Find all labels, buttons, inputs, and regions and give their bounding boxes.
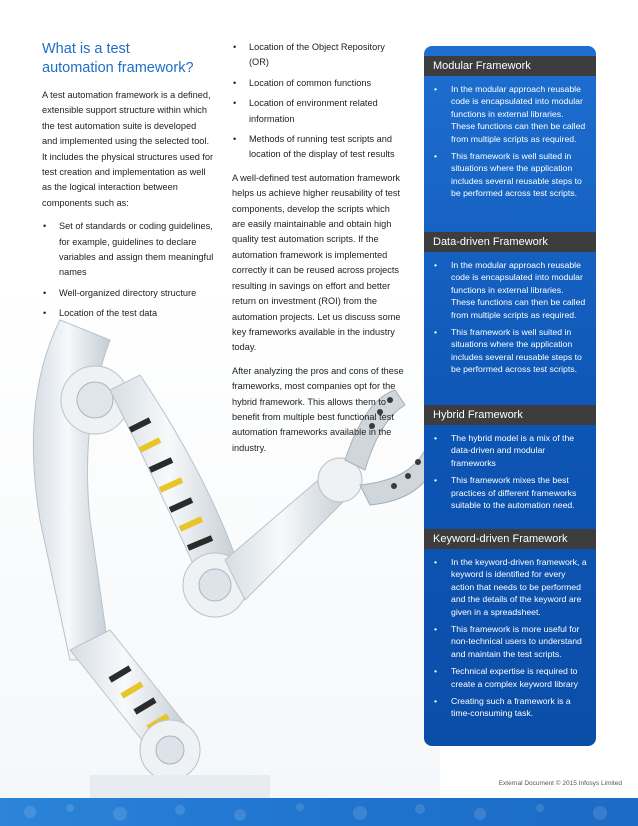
list-item: • In the keyword-driven framework, a keyword is identified for every action that needs to be performed and the details of the keyword are given in a spreadsheet. (433, 556, 588, 618)
section-list (424, 432, 596, 511)
section-list (424, 259, 596, 376)
list-item: • Methods of running test scripts and location of the display of test results (232, 132, 404, 163)
list-item: • This framework is more useful for non-technical users to understand and maintain the test scripts. (433, 623, 588, 660)
list-item: • The hybrid model is a mix of the data-driven and modular frameworks (433, 432, 588, 469)
copyright-footer: External Document © 2015 Infosys Limited (498, 780, 622, 787)
page-title: What is a test automation framework? (42, 41, 194, 76)
components-list-part2 (232, 40, 404, 163)
list-item: • In the modular approach reusable code is encapsulated into modular functions in external libraries. These functions can then be called from multiple scripts as required. (433, 259, 588, 321)
footer-band (0, 798, 638, 826)
list-item: • Location of the Object Repository (OR) (232, 40, 404, 71)
hybrid-framework-section (424, 405, 596, 516)
list-item: • This framework is well suited in situations where the application includes several reusable steps to be performed across test scripts. (433, 326, 588, 376)
list-item: • Location of common functions (232, 76, 404, 91)
list-item: • Well-organized directory structure (42, 286, 214, 301)
keyword-driven-framework-section (424, 529, 596, 725)
list-item: • This framework mixes the best practices of different frameworks suitable to the automation need. (433, 474, 588, 511)
section-heading: Modular Framework (424, 56, 596, 76)
list-item: • Creating such a framework is a time-consuming task. (433, 695, 588, 720)
body-column (232, 40, 404, 464)
intro-column (42, 40, 214, 330)
modular-framework-section (424, 56, 596, 205)
list-item: • Technical expertise is required to create a complex keyword library (433, 665, 588, 690)
list-item: • Location of environment related information (232, 96, 404, 127)
data-driven-framework-section (424, 232, 596, 381)
intro-paragraph: A test automation framework is a defined, extensible support structure within which the test automation suite is developed and implemented using the selected tool. It includes the physical structures used for test creation and implementation as well as the logical interaction between components such as: (42, 90, 214, 208)
section-heading: Hybrid Framework (424, 405, 596, 425)
hybrid-adoption-paragraph: After analyzing the pros and cons of these frameworks, most companies opt for the hybrid framework. This allows them to benefit from multiple best functional test automation frameworks available in the industry. (232, 365, 404, 453)
list-item: • In the modular approach reusable code is encapsulated into modular functions in external libraries. These functions can then be called from multiple scripts as required. (433, 83, 588, 145)
section-heading: Keyword-driven Framework (424, 529, 596, 549)
list-item: • Location of the test data (42, 306, 214, 321)
list-item: • Set of standards or coding guidelines, for example, guidelines to declare variables and assign them meaningful names (42, 219, 214, 281)
section-list (424, 83, 596, 200)
footer-pattern-icon (0, 798, 638, 826)
section-heading: Data-driven Framework (424, 232, 596, 252)
components-list-part1 (42, 219, 214, 321)
section-list (424, 556, 596, 720)
framework-benefits-paragraph: A well-defined test automation framework helps us achieve higher reusability of test components, develop the scripts which are easily maintainable and obtain high quality test automation scripts. If the automation framework is implemented correctly it can be reused across projects resulting in savings on effort and better return on investment (ROI) from the automation projects. Let us discuss some key frameworks available in the industry today. (232, 172, 401, 353)
list-item: • This framework is well suited in situations where the application includes several reusable steps to be performed across test scripts. (433, 150, 588, 200)
